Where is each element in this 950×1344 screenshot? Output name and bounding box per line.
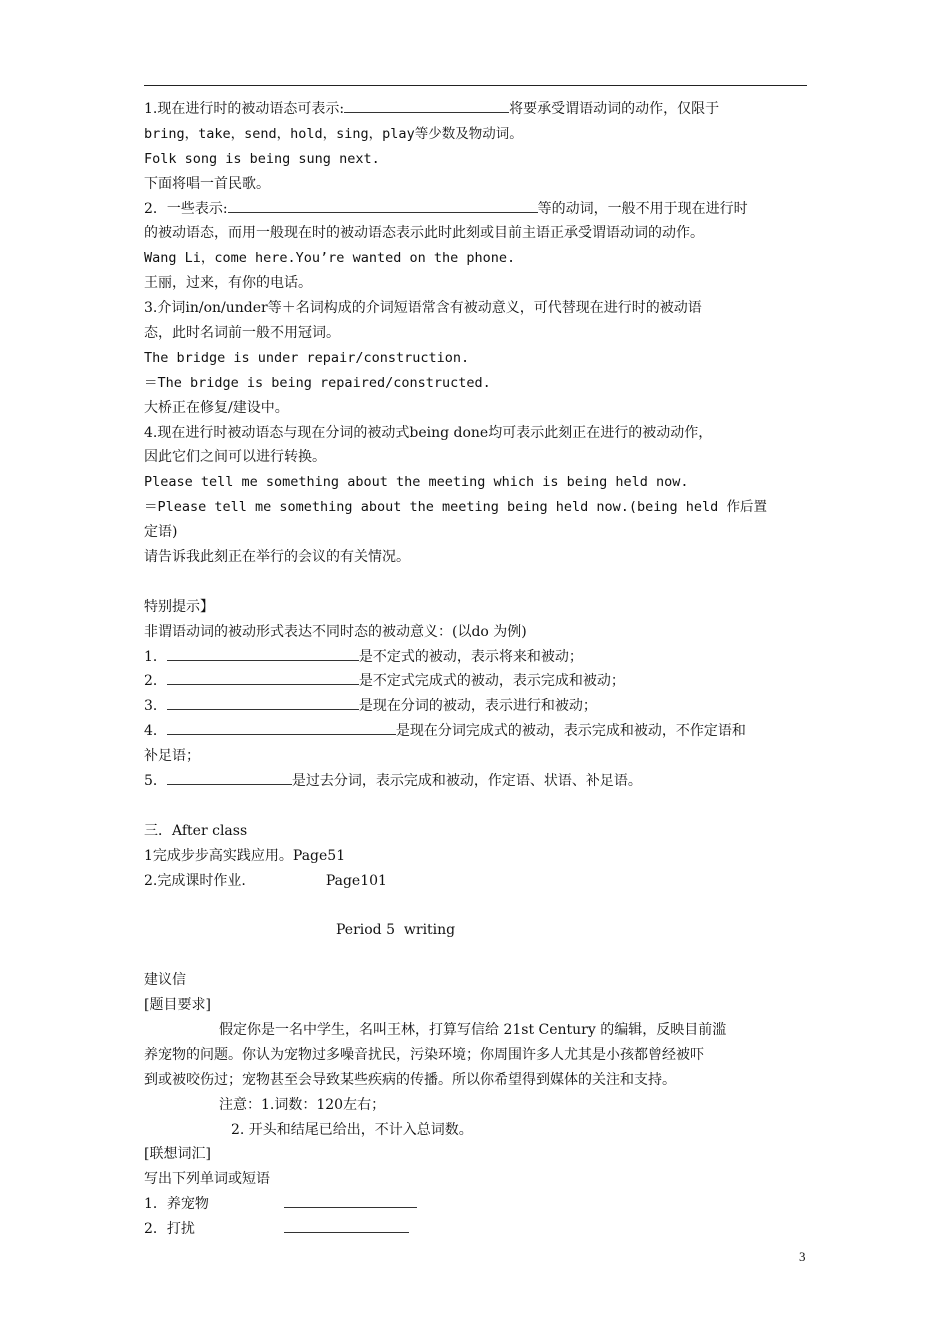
example-english: Wang Li，come here.You’re wanted on the phone. xyxy=(144,250,516,267)
requirement-text: 假定你是一名中学生，名叫王林，打算写信给 21st Century 的编辑，反映目前滥 xyxy=(219,1021,727,1038)
fill-blank[interactable] xyxy=(167,670,359,685)
example-chinese: 请告诉我此刻正在举行的会议的有关情况。 xyxy=(144,549,410,566)
requirement-title: [题目要求] xyxy=(144,997,211,1014)
grammar-point-1: 1.现在进行时的被动语态可表示: 将要承受谓语动词的动作，仅限于 xyxy=(144,97,808,122)
example-english-cont: 定语) xyxy=(144,524,178,541)
fill-blank[interactable] xyxy=(344,98,509,113)
fill-blank[interactable] xyxy=(284,1193,417,1208)
grammar-point-3: 3.介词in/on/under等＋名词构成的介词短语常含有被动意义，可代替现在进行时的被动语 xyxy=(144,300,702,317)
example-english: ＝The bridge is being repaired/constructed. xyxy=(144,374,491,391)
example-english: ＝Please tell me something about the meeting being held now.(being held 作后置 xyxy=(144,499,767,516)
grammar-point-1-cont: bring，take，send，hold，sing，play等少数及物动词。 xyxy=(144,125,523,142)
requirement-text: 到或被咬伤过；宠物甚至会导致某些疾病的传播。所以你希望得到媒体的关注和支持。 xyxy=(144,1071,676,1088)
note-line-2: 2. 开头和结尾已给出，不计入总词数。 xyxy=(231,1121,473,1138)
vocab-title: [联想词汇] xyxy=(144,1146,211,1163)
example-english: Folk song is being sung next. xyxy=(144,150,380,167)
tip-item-3: 3． 是现在分词的被动，表示进行和被动； xyxy=(144,694,808,719)
example-chinese: 王丽，过来，有你的电话。 xyxy=(144,275,312,292)
example-english: The bridge is under repair/construction. xyxy=(144,349,470,366)
grammar-point-4-cont: 因此它们之间可以进行转换。 xyxy=(144,449,326,466)
header-rule xyxy=(144,85,807,86)
note-line-1: 注意：1.词数：120左右； xyxy=(219,1096,386,1113)
fill-blank[interactable] xyxy=(167,646,359,661)
tip-title: 特别提示】 xyxy=(144,598,214,615)
grammar-point-2-cont: 的被动语态，而用一般现在时的被动语态表示此时此刻或目前主语正承受谓语动词的动作。 xyxy=(144,225,704,242)
tip-item-4: 4． 是现在分词完成式的被动，表示完成和被动，不作定语和 xyxy=(144,719,808,744)
vocab-intro: 写出下列单词或短语 xyxy=(144,1171,270,1188)
fill-blank[interactable] xyxy=(167,695,359,710)
example-english: Please tell me something about the meeting which is being held now. xyxy=(144,474,689,491)
tip-item-5: 5． 是过去分词，表示完成和被动，作定语、状语、补足语。 xyxy=(144,769,808,794)
tip-intro: 非谓语动词的被动形式表达不同时态的被动意义：(以do 为例) xyxy=(144,623,527,640)
requirement-text: 养宠物的问题。你认为宠物过多噪音扰民，污染环境；你周围许多人尤其是小孩都曾经被吓 xyxy=(144,1046,704,1063)
vocab-item-2: 2．打扰 xyxy=(144,1217,808,1242)
tip-item-1: 1． 是不定式的被动，表示将来和被动； xyxy=(144,645,808,670)
vocab-item-1: 1．养宠物 xyxy=(144,1192,808,1217)
grammar-point-4: 4.现在进行时被动语态与现在分词的被动式being done均可表示此刻正在进行的被动动作， xyxy=(144,424,713,441)
fill-blank[interactable] xyxy=(167,770,292,785)
grammar-point-3-cont: 态，此时名词前一般不用冠词。 xyxy=(144,325,340,342)
tip-item-2: 2． 是不定式完成式的被动，表示完成和被动； xyxy=(144,669,808,694)
fill-blank[interactable] xyxy=(284,1218,409,1233)
tip-item-4-cont: 补足语； xyxy=(144,748,200,765)
after-class-item-2: 2.完成课时作业. Page101 xyxy=(144,872,387,889)
after-class-title: 三．After class xyxy=(144,822,248,839)
example-chinese: 大桥正在修复/建设中。 xyxy=(144,399,289,416)
writing-type: 建议信 xyxy=(144,972,186,989)
after-class-item-1: 1完成步步高实践应用。Page51 xyxy=(144,847,346,864)
period-title: Period 5 writing xyxy=(336,922,456,939)
page-number: 3 xyxy=(799,1249,806,1264)
fill-blank[interactable] xyxy=(167,720,396,735)
example-chinese: 下面将唱一首民歌。 xyxy=(144,175,270,192)
page-content xyxy=(144,97,808,1242)
fill-blank[interactable] xyxy=(228,198,538,213)
grammar-point-2: 2．一些表示: 等的动词，一般不用于现在进行时 xyxy=(144,197,808,222)
